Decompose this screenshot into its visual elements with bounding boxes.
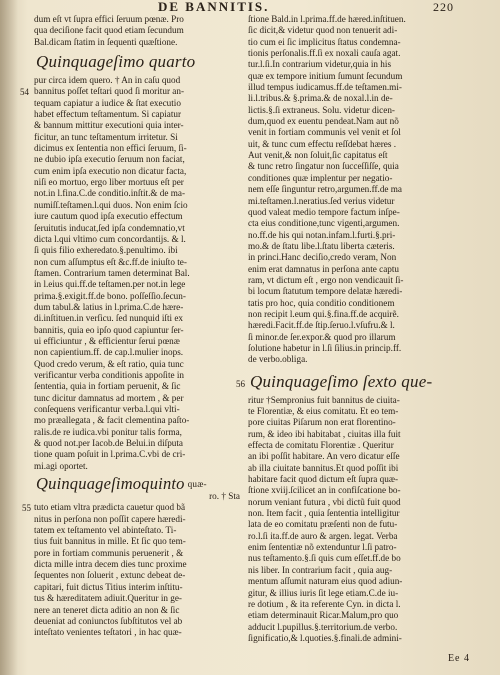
catchword: Ee 4 bbox=[447, 653, 470, 664]
text-line: verificantur verba conditionis appoſite in bbox=[34, 369, 185, 380]
dagger-tail: ro. † Sta bbox=[209, 491, 240, 502]
text-line: effecta de comitatu Florentiæ . Queritur bbox=[248, 440, 394, 451]
text-line: lata de eo comitatu præſenti non de futu- bbox=[248, 519, 398, 530]
text-line: ram, vt dictum eſt , ergo non vendicauit ſi- bbox=[248, 274, 404, 285]
text-line: nem eſſe ſinguntur retro,argumen.ff.de ma bbox=[248, 184, 403, 195]
right-column bbox=[248, 14, 470, 644]
text-line: nitus in perſona non poſſit capere hæredi- bbox=[34, 513, 186, 524]
text-line: ſi minor.de ſer.expor.& quod pro illarum bbox=[248, 331, 396, 342]
text-line: tuto etiam vltra prædicta cauetur quod bã bbox=[34, 502, 186, 513]
text-line: capitari, fuit dictus Titius interim inſtitu- bbox=[34, 581, 183, 592]
text-line: etiam determinauit Ricar.Malum,pro quo bbox=[248, 610, 399, 621]
text-line: dicta l.qui vltimo cum concordantijs. & l. bbox=[34, 233, 186, 244]
right-body-1 bbox=[248, 14, 470, 366]
text-line: in l.eius qui.ff.de teſtamen.per not.in lege bbox=[34, 279, 186, 290]
text-line: dicta mille intra decem dies tunc proxime bbox=[34, 559, 187, 570]
text-line: re dotium , & ita referente Cyn. in dicta l. bbox=[248, 598, 401, 609]
text-line: not.in l.fina.C.de conditio.inſtit.& de ma- bbox=[34, 188, 186, 199]
text-line: dum eſt vt ſupra effici ſeruum pœnæ. Pro bbox=[34, 14, 184, 24]
text-line: dicimus ex ſententia non effici ſeruum, ſi- bbox=[34, 143, 187, 154]
heading-2-suffix: quæ- bbox=[187, 479, 207, 490]
left-intro-text bbox=[34, 14, 240, 48]
text-line: & quod not.per Iacob.de Belui.in diſputa bbox=[34, 438, 184, 449]
text-line: enim ſententiæ nõ extenduntur l.ſi patro- bbox=[248, 542, 397, 553]
text-line: uit, & tunc cum effectu reſſdebat hæres . bbox=[248, 138, 397, 149]
text-line: non. Item facit , quia ſententia intelligitur bbox=[248, 508, 400, 519]
text-line: mi.teſtamen.l.neratius.ſed verius videtur bbox=[248, 195, 395, 206]
text-line: bannitis, quia eo ipſo quod capiuntur ſer- bbox=[34, 324, 184, 335]
text-line: cta eius conditione,tunc vigenti,argumen. bbox=[248, 218, 400, 229]
text-line: hæredi.Facit.ff.de ſtip.ſeruo.l.vſufru.& l. bbox=[248, 320, 395, 331]
text-line: conſequens verificantur verba.l.qui vlti- bbox=[34, 404, 180, 414]
text-line: enim erat damnatus in perſona ante captu bbox=[248, 263, 400, 274]
text-line: tequam capiatur a iudice & ſtat executio bbox=[34, 97, 181, 108]
text-line: non capientium.ff. de cap.l.mulier inops. bbox=[34, 347, 184, 358]
text-line: non cum aſſumptus eſt &c.ff.de iniuſto te- bbox=[34, 256, 187, 267]
text-line: ſic dicit,& videtur quod non tenuerit adi- bbox=[248, 25, 398, 36]
text-line: ſententia, quia in fortiam peruenit, & ſic bbox=[34, 381, 181, 392]
text-line: te Florentiæ, & eius comitatu. Et eo tem- bbox=[248, 406, 399, 416]
text-line: ſeruitutis inducat,ſed ipſa condemnatio,vt bbox=[34, 222, 185, 233]
text-line: tus & hæreditatem adiuit.Queritur in ge- bbox=[34, 593, 182, 604]
text-line: tur.l.ſi.In contrarium videtur,quia in his bbox=[248, 59, 392, 70]
text-line: nus teſtamento.§.ſi quis cum eſſet.ff.de bo bbox=[248, 553, 401, 564]
running-head: DE BANNITIS. bbox=[158, 0, 270, 14]
text-line: niſi eo mortuo, ergo liber mortuus eſt per bbox=[34, 177, 184, 188]
text-line: inteſtato venientes teſtatori , in hac quæ- bbox=[34, 627, 182, 638]
text-line: norum veniant futura , vbi dictũ fuit quod bbox=[248, 496, 401, 507]
text-line: no.ff.de his qui notan.infam.l.furti.§.pri- bbox=[248, 229, 396, 240]
text-line: adducit l.pupillus.§.territorium.de verbo. bbox=[248, 621, 398, 632]
left-body-1 bbox=[34, 75, 240, 472]
text-line: tatem ex teſtamento vel abinteſtato. Ti- bbox=[34, 525, 177, 536]
text-line: mentum aſſumit naturam eius quod adiun- bbox=[248, 576, 403, 587]
text-line: ſtione Bald.in l.prima.ff.de hæred.inſtituen. bbox=[248, 14, 406, 24]
text-line: in princi.Hanc deciſio,credo veram, Non bbox=[248, 252, 397, 263]
text-line: non recipit l.eum qui.§.fina.ff.de acquirẽ. bbox=[248, 308, 399, 319]
text-line: Quod credo verum, & eſt ratio, quia tunc bbox=[34, 358, 184, 369]
text-line: quod valeat medio tempore factum inſpe- bbox=[248, 206, 400, 217]
text-line: ne dubio ipſa executio ſeruum non faciat, bbox=[34, 154, 185, 165]
text-line: numiſſ.teſtamen.l.qui duos. Non enim ſcio bbox=[34, 199, 188, 210]
text-line: Bal.dicam ſtatim in ſequenti quæſtione. bbox=[34, 36, 178, 47]
text-line: li.l.tribus.& §.prima.& de noxal.l.in de- bbox=[248, 93, 393, 104]
text-line: & tunc retro ſingatur non ſucceſſiſſe, quia bbox=[248, 161, 399, 172]
text-line: ro.l.ſi ita.ff.de auro & argen. legat. Verba bbox=[248, 530, 398, 541]
text-line: iure cautum quod ipſa executio effectum bbox=[34, 211, 183, 222]
text-line: mo.& de ſtatu libe.l.ſtatu liberta cæteris. bbox=[248, 240, 395, 251]
text-line: de verbo.obliga. bbox=[248, 354, 308, 365]
text-line: pur circa idem quero. † An in caſu quod bbox=[34, 75, 181, 86]
text-line: tione quam poſuit in l.prima.C.vbi de cri- bbox=[34, 449, 186, 460]
text-line: ſignificatio,& l.quoties.§.finali.de admini- bbox=[248, 632, 402, 643]
text-line: tunc dicitur damnatus ad mortem , & per bbox=[34, 392, 184, 403]
heading-2-text: Quinquageſimoquinto bbox=[36, 474, 185, 494]
text-line: venit in fortiam communis vel venit et ſol bbox=[248, 127, 401, 138]
margin-number-55: 55 bbox=[22, 503, 31, 513]
text-line: ritur †Sempronius fuit bannitus de ciuita- bbox=[248, 394, 400, 405]
text-line: an ibi poſſit habitare. An vero dicatur eſſe bbox=[248, 451, 400, 462]
text-line: habet effectum teſtamentum. Si capiatur bbox=[34, 109, 182, 120]
text-line: bannitus poſſet teſtari quod ſi moritur an- bbox=[34, 86, 185, 97]
text-line: ſolutione habetur in l.ſi ſilius.in princip.ff. bbox=[248, 342, 402, 353]
margin-number-54: 54 bbox=[20, 87, 29, 97]
text-line: illud tempus iudicamus.ff.de teſtamen.mi- bbox=[248, 82, 402, 93]
text-line: bi locum ſtatutum tempore delatæ hæredi- bbox=[248, 286, 403, 297]
text-line: ſi quis filio exheredato.§.penultimo. ibi bbox=[34, 245, 178, 256]
text-line: & bannum mittitur executioni quia inter- bbox=[34, 120, 184, 131]
text-line: prima.§.exigit.ff.de bono. poſſeſſio.ſecun- bbox=[34, 290, 186, 301]
text-line: dum tabul.& latius in l.prima.C.de hære- bbox=[34, 301, 184, 312]
right-body-2 bbox=[248, 395, 470, 645]
text-line: deueniat ad coniunctos ſubſtitutos vel ab bbox=[34, 615, 183, 626]
text-line: tio cum ei ſic implicitus ſtatus condemna- bbox=[248, 36, 401, 47]
heading-quinquagesimo-sexto: Quinquageſimo ſexto que- bbox=[250, 371, 433, 391]
text-line: conditiones quæ implentur per negatio- bbox=[248, 172, 393, 183]
text-line: nis liber. In contrarium facit , quia aug- bbox=[248, 564, 393, 575]
text-line: Aut venit,& non ſoluit,ſic capitatus eſt bbox=[248, 150, 388, 161]
text-line: gitur, & illius iuris ſit lege etiam.C.de iu- bbox=[248, 587, 399, 598]
text-line: qua deciſione facit quod etiam ſecundum bbox=[34, 25, 184, 36]
text-line: mo præallegata , & facit clementina paſto- bbox=[34, 415, 190, 426]
gutter-shadow bbox=[0, 0, 18, 675]
left-column bbox=[34, 14, 240, 639]
folio-number: 220 bbox=[433, 0, 454, 14]
text-line: dum,quod ex euentu pendeat.Nam aut nõ bbox=[248, 116, 399, 127]
text-line: habitare facit quod dictum eſt ſupra quæ- bbox=[248, 474, 399, 485]
text-line: lictis.§.ſi extraneus. Solu. videtur dicen- bbox=[248, 104, 395, 115]
margin-number-56: 56 bbox=[236, 379, 245, 389]
text-line: ficitur, an tunc teſtamentum irritetur. Si bbox=[34, 131, 178, 142]
text-line: cum enim ipſa executio non dicatur facta, bbox=[34, 165, 187, 176]
text-line: ſtione xviij.ſcilicet an in confiſcatione bo- bbox=[248, 485, 401, 496]
text-line: ſequentes non ſoluerit , extunc debeat de- bbox=[34, 570, 186, 581]
text-line: pore in fortiam communis peruenerit , & bbox=[34, 547, 184, 558]
text-line: nere an teneret dicta aditio an non & ſic bbox=[34, 604, 180, 615]
left-body-2 bbox=[34, 502, 240, 638]
text-line: ui efficiuntur , & efficientur ſerui pœnæ bbox=[34, 335, 180, 346]
text-line: ab illa ciuitate bannitus.Et quod poſſit ibi bbox=[248, 462, 399, 473]
text-line: tionis perſonalis.ff.ſi ex noxali cauſa agat. bbox=[248, 48, 401, 59]
heading-quinquagesimo-quarto: Quinquageſimo quarto bbox=[36, 52, 196, 72]
text-line: di.inſtituen.in verſicu. ſed nunquid iſti ex bbox=[34, 313, 184, 324]
text-line: rum, & ideo ibi habitabat , ciuitas illa fuit bbox=[248, 428, 401, 439]
text-line: tatis pro hoc, quia conditio conditionem bbox=[248, 297, 395, 308]
text-line: ſtamen. Contrarium tamen determinat Bal. bbox=[34, 267, 190, 278]
text-line: ralis.de re iudica.vbi ponitur talis forma, bbox=[34, 426, 182, 437]
text-line: quæ ex tempore initium ſumunt ſecundum bbox=[248, 70, 403, 81]
text-line: pore ciuitas Piſarum non erat florentino- bbox=[248, 417, 396, 428]
text-line: tius fuit bannitus in mille. Et ſic quo tem- bbox=[34, 536, 186, 547]
text-line: mi.agi oportet. bbox=[34, 460, 88, 471]
